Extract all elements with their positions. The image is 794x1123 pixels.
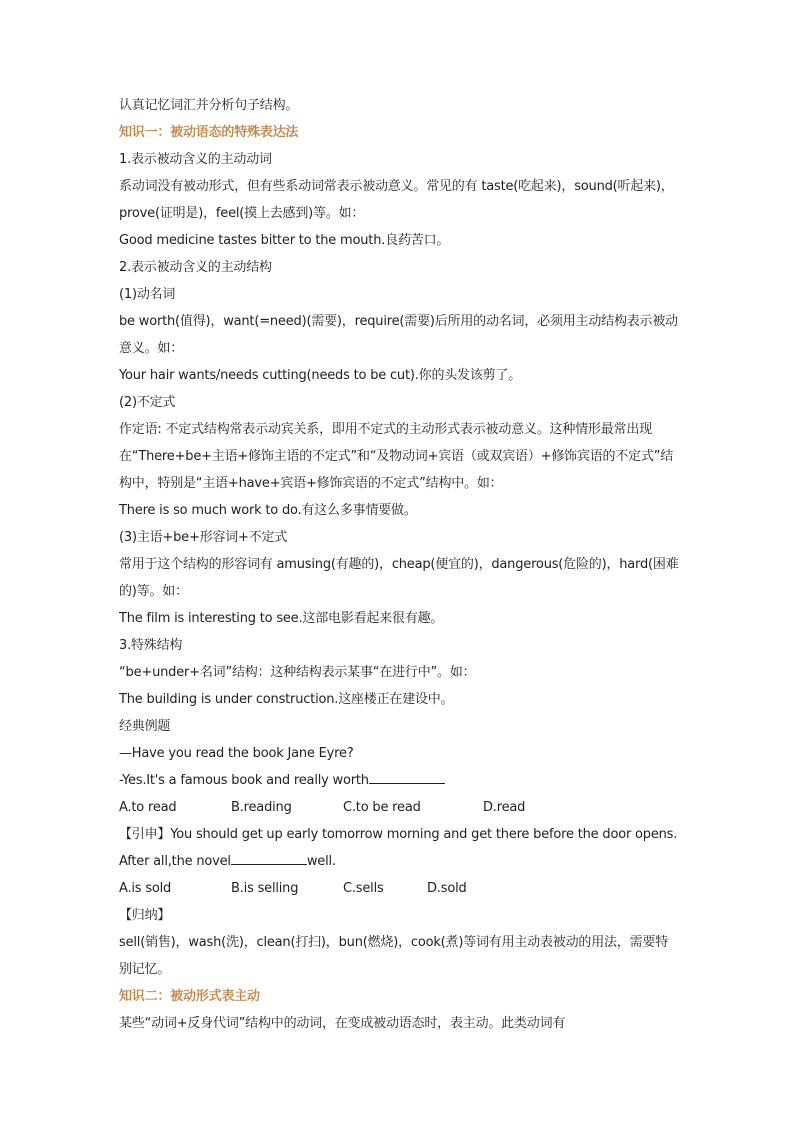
option-b: B.reading bbox=[231, 800, 292, 815]
question-line-1: —Have you read the book Jane Eyre? bbox=[119, 746, 354, 761]
example-sentence-2: Your hair wants/needs cutting(needs to be cut).你的头发该剪了。 bbox=[119, 368, 522, 383]
paragraph-infinitive: 作定语: 不定式结构常表示动宾关系，即用不定式的主动形式表示被动意义。这种情形最常出现在“There+be+主语+修饰主语的不定式”和“及物动词+宾语（或双宾语）+修饰宾语的不定式”结构中，特别是“主语+have+宾语+修饰宾语的不定式”结构中。如： bbox=[119, 422, 674, 491]
extension-question-end: well. bbox=[306, 854, 336, 869]
options-row-1 bbox=[119, 794, 679, 821]
question-text: -Yes.It's a famous book and really worth bbox=[119, 773, 369, 788]
document-body bbox=[119, 92, 679, 1037]
option-c: C.sells bbox=[343, 881, 384, 896]
extension-question-start: After all,the novel bbox=[119, 854, 231, 869]
paragraph-special-structure: “be+under+名词”结构：这种结构表示某事“在进行中”。如： bbox=[119, 665, 476, 680]
extension-question bbox=[119, 848, 679, 875]
subsection-title-2: 2.表示被动含义的主动结构 bbox=[119, 260, 272, 275]
example-sentence-5: The building is under construction.这座楼正在建设中。 bbox=[119, 692, 454, 707]
extension-label: 【引申】 bbox=[119, 827, 171, 842]
paragraph-gerund: be worth(值得)，want(=need)(需要)，require(需要)后所用的动名词，必须用主动结构表示被动意义。如： bbox=[119, 314, 678, 356]
subsection-title-2-1: (1)动名词 bbox=[119, 287, 176, 302]
paragraph-reflexive-verbs: 某些“动词+反身代词”结构中的动词，在变成被动语态时，表主动。此类动词有 bbox=[119, 1016, 566, 1031]
option-a: A.is sold bbox=[119, 881, 172, 896]
option-d: D.sold bbox=[427, 881, 467, 896]
subsection-title-3: 3.特殊结构 bbox=[119, 638, 183, 653]
answer-blank-2 bbox=[231, 850, 307, 865]
classic-example-title: 经典例题 bbox=[119, 719, 171, 734]
option-b: B.is selling bbox=[231, 881, 299, 896]
section-heading-knowledge-2: 知识二：被动形式表主动 bbox=[119, 989, 260, 1004]
example-sentence-3: There is so much work to do.有这么多事情要做。 bbox=[119, 503, 417, 518]
subsection-title-2-2: (2)不定式 bbox=[119, 395, 176, 410]
intro-text: 认真记忆词汇并分析句子结构。 bbox=[119, 98, 299, 113]
options-row-2 bbox=[119, 875, 679, 902]
option-a: A.to read bbox=[119, 800, 177, 815]
extension-text: You should get up early tomorrow morning and get there before the door opens. bbox=[170, 827, 678, 842]
paragraph-adjective-infinitive: 常用于这个结构的形容词有 amusing(有趣的)，cheap(便宜的)，dangerous(危险的)，hard(困难的)等。如： bbox=[119, 557, 679, 599]
option-d: D.read bbox=[483, 800, 526, 815]
section-heading-knowledge-1: 知识一：被动语态的特殊表达法 bbox=[119, 125, 299, 140]
example-sentence-4: The film is interesting to see.这部电影看起来很有趣。 bbox=[119, 611, 444, 626]
answer-blank-1 bbox=[369, 769, 445, 784]
question-line-2 bbox=[119, 767, 679, 794]
extension-line bbox=[119, 821, 679, 848]
paragraph-linking-verbs: 系动词没有被动形式，但有些系动词常表示被动意义。常见的有 taste(吃起来)，sound(听起来)，prove(证明是)，feel(摸上去感到)等。如： bbox=[119, 179, 674, 221]
subsection-title-1: 1.表示被动含义的主动动词 bbox=[119, 152, 272, 167]
example-sentence-1: Good medicine tastes bitter to the mouth.良药苦口。 bbox=[119, 233, 450, 248]
subsection-title-2-3: (3)主语+be+形容词+不定式 bbox=[119, 530, 288, 545]
option-c: C.to be read bbox=[343, 800, 421, 815]
summary-text: sell(销售)，wash(洗)，clean(打扫)，bun(燃烧)，cook(煮)等词有用主动表被动的用法，需要特别记忆。 bbox=[119, 935, 669, 977]
summary-label: 【归纳】 bbox=[119, 908, 171, 923]
